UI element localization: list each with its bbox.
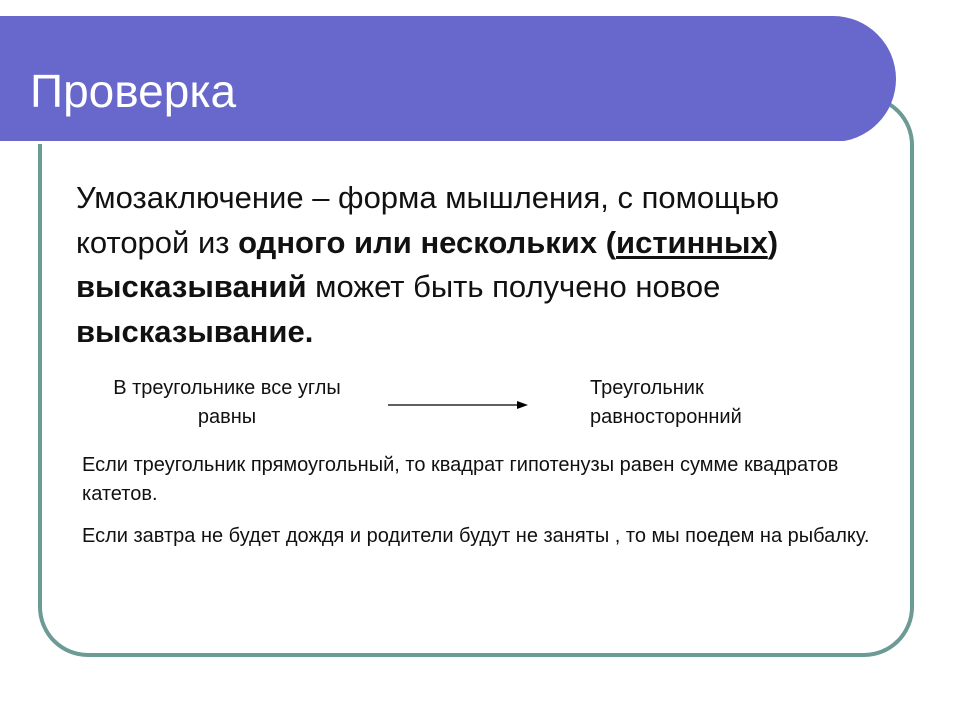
slide-title: Проверка (30, 65, 237, 117)
premise-line-2: равны (197, 406, 257, 428)
conclusion-line-2: равносторонний (590, 406, 742, 428)
example-2: Если завтра не будет дождя и родители будут не заняты , то мы поедем на рыбалку. (82, 525, 870, 547)
definition-text-2: может быть получено новое (306, 269, 721, 304)
definition-bold-2: ) высказываний (76, 224, 779, 304)
definition-bold-1: одного или нескольких ( (238, 224, 617, 260)
example-1: Если треугольник прямоугольный, то квадрат гипотенузы равен сумме квадратов катетов. (82, 454, 839, 505)
title-bar (0, 16, 896, 142)
definition-bold-3: высказывание. (76, 313, 314, 349)
conclusion-line-1: Треугольник (590, 377, 704, 399)
inference-conclusion (590, 374, 850, 432)
inference-arrow-icon (388, 398, 528, 412)
definition-text-1: Умозаключение – форма мышления, с помощью которой из (76, 180, 780, 260)
premise-line-1: В треугольнике все углы (113, 377, 341, 399)
title-underline (0, 141, 848, 144)
definition-paragraph (76, 176, 896, 354)
inference-premise (84, 374, 370, 432)
definition-underlined: истинных (616, 224, 768, 260)
